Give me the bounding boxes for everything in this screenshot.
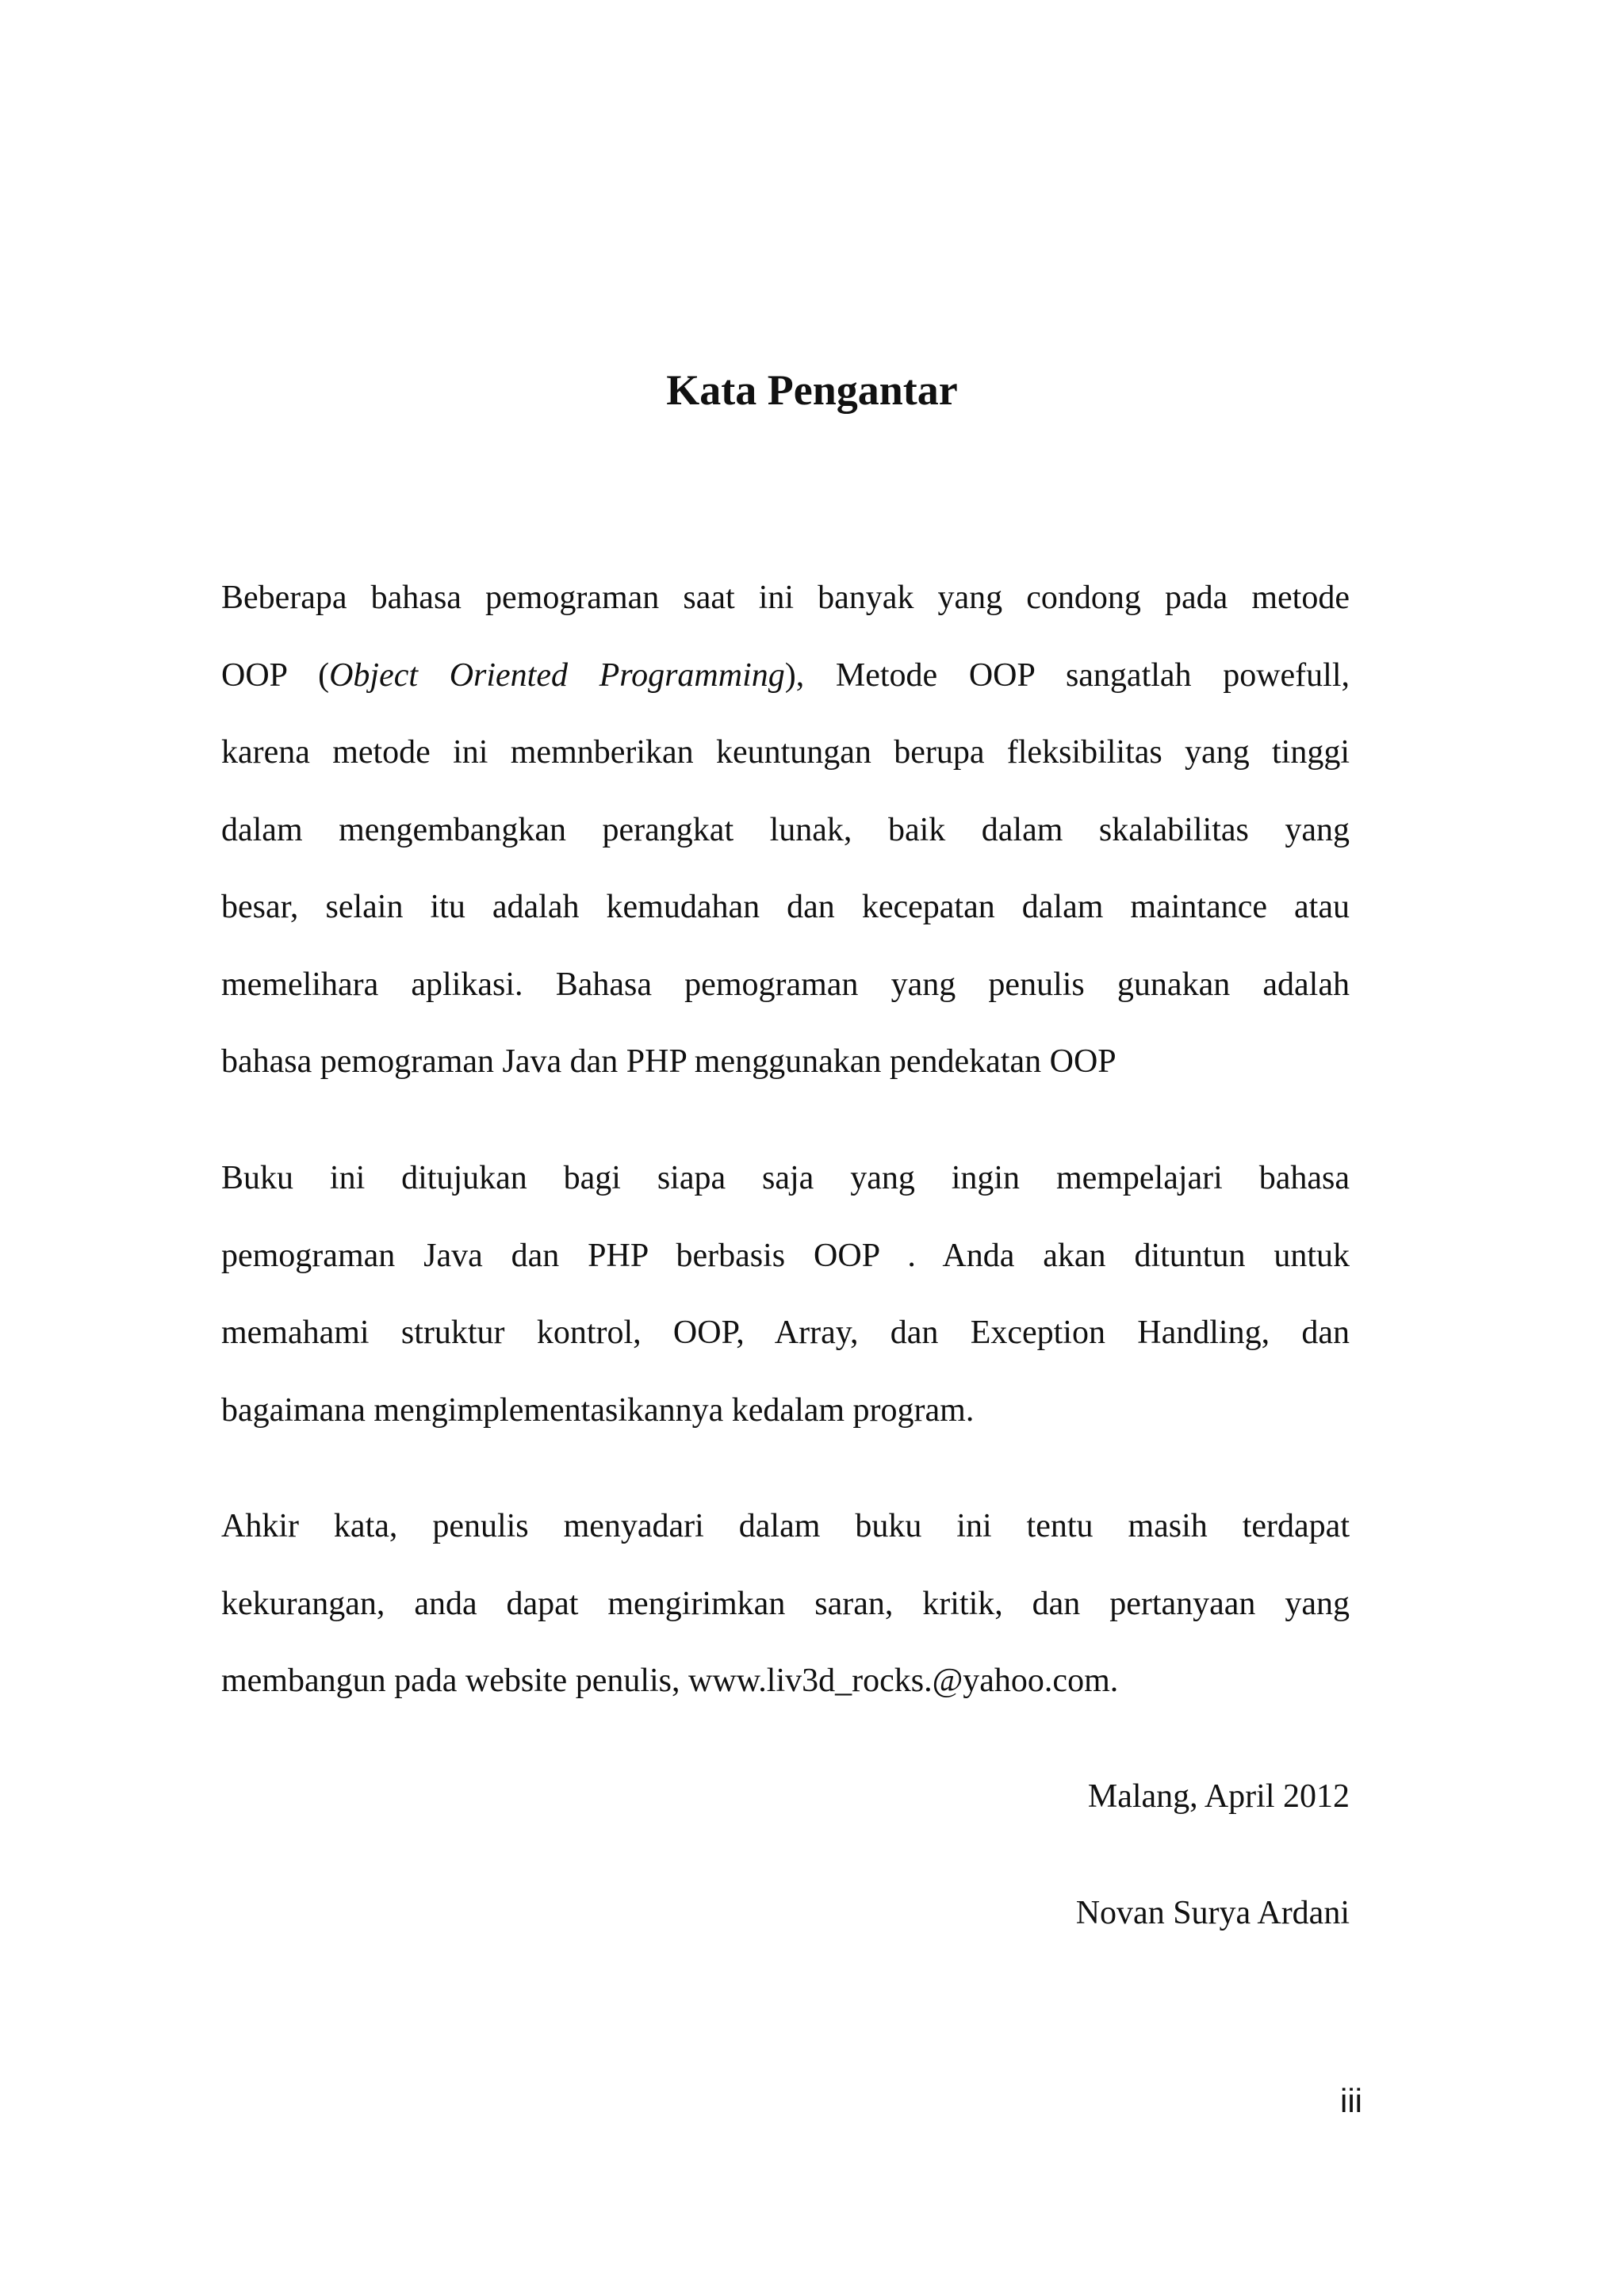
paragraph-1-line-7: bahasa pemograman Java dan PHP menggunakan pendekatan OOP	[221, 1043, 1116, 1080]
signature-place-date: Malang, April 2012	[1087, 1778, 1350, 1815]
paragraph-2-line-1: Buku ini ditujukan bagi siapa saja yang ingin mempelajari bahasa	[221, 1160, 1350, 1196]
paragraph-1-line-5: besar, selain itu adalah kemudahan dan kecepatan dalam maintance atau	[221, 889, 1350, 925]
paragraph-3-line-2: kekurangan, anda dapat mengirimkan saran, kritik, dan pertanyaan yang	[221, 1585, 1350, 1622]
paragraph-1-line-3: karena metode ini memnberikan keuntungan berupa fleksibilitas yang tinggi	[221, 734, 1350, 771]
paragraph-2-line-4: bagaimana mengimplementasikannya kedalam program.	[221, 1391, 975, 1429]
paragraph-1-line-4: dalam mengembangkan perangkat lunak, baik dalam skalabilitas yang	[221, 811, 1350, 848]
paragraph-2	[221, 1140, 1350, 1449]
paragraph-1-line-6: memelihara aplikasi. Bahasa pemograman yang penulis gunakan adalah	[221, 966, 1350, 1003]
signature-author: Novan Surya Ardani	[1075, 1895, 1350, 1931]
line-2-suffix: ), Metode OOP sangatlah powefull,	[784, 656, 1350, 694]
page-number: iii	[1340, 2082, 1362, 2119]
paragraph-2-line-3: memahami struktur kontrol, OOP, Array, dan Exception Handling, dan	[221, 1314, 1350, 1351]
paragraph-3	[221, 1488, 1350, 1720]
page-title: Kata Pengantar	[666, 366, 958, 414]
paragraph-1-line-1: Beberapa bahasa pemograman saat ini banyak yang condong pada metode	[221, 580, 1350, 616]
paragraph-2-line-2: pemograman Java dan PHP berbasis OOP . Anda akan dituntun untuk	[221, 1237, 1350, 1274]
oop-expansion-italic: Object Oriented Programming	[329, 656, 785, 694]
paragraph-1-line-2	[221, 637, 1350, 715]
paragraph-3-line-3: membangun pada website penulis, www.liv3d_rocks.@yahoo.com.	[221, 1663, 1119, 1699]
line-2-prefix: OOP (	[221, 656, 330, 694]
paragraph-1	[221, 560, 1350, 1101]
paragraph-3-line-1: Ahkir kata, penulis menyadari dalam buku ini tentu masih terdapat	[221, 1508, 1350, 1544]
